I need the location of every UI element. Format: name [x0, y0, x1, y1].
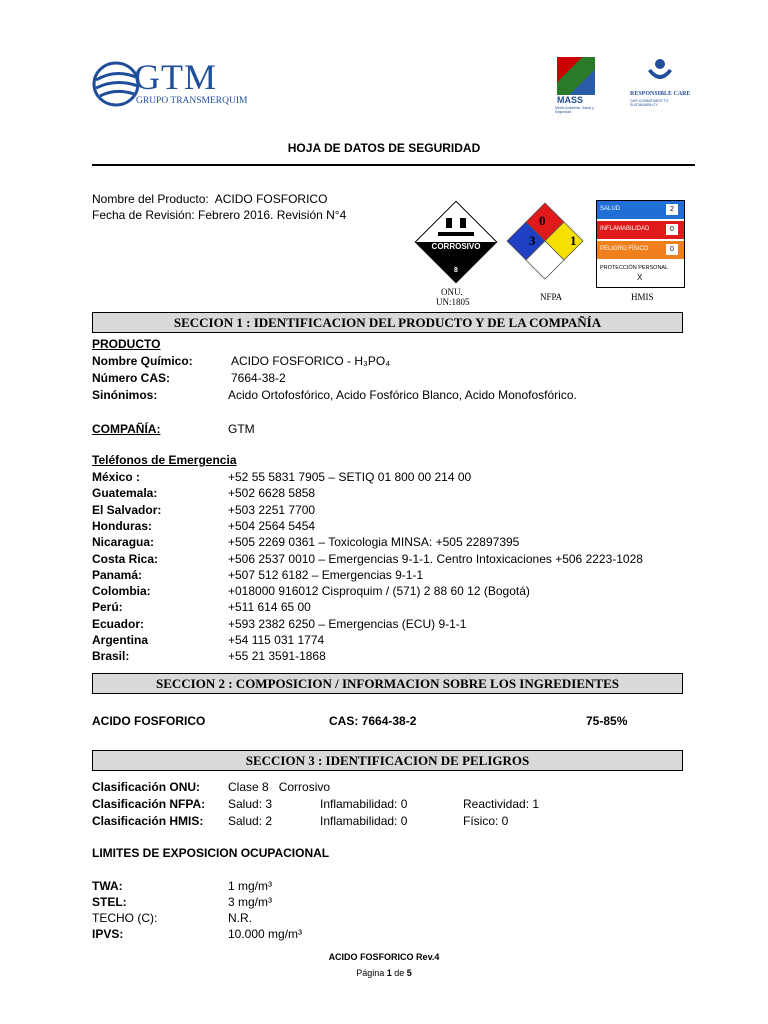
telefonos-heading: Teléfonos de Emergencia	[92, 453, 237, 467]
ingredient-cas: CAS: 7664-38-2	[329, 714, 417, 728]
phone-number: +593 2382 6250 – Emergencias (ECU) 9-1-1	[228, 616, 467, 631]
phone-number: +511 614 65 00	[228, 600, 311, 615]
nfpa-inflam: Inflamabilidad: 0	[320, 797, 408, 811]
hmis-label: HMIS	[631, 292, 654, 302]
un-label: UN:1805	[436, 297, 470, 307]
phone-country: Argentina	[92, 633, 149, 647]
phone-number: +504 2564 5454	[228, 518, 316, 533]
phone-number: +506 2537 0010 – Emergencias 9-1-1. Centro Intoxicaciones +506 2223-1028	[228, 551, 643, 566]
hmis-proteccion-label: PROTECCIÓN PERSONAL	[600, 265, 669, 271]
phone-country: Nicaragua:	[92, 535, 155, 550]
class-number: 8	[454, 267, 458, 274]
onu-label: ONU.	[441, 287, 463, 297]
phone-country: Honduras:	[92, 518, 152, 533]
section-1-header: SECCION 1 : IDENTIFICACION DEL PRODUCTO Y DE LA COMPAÑÍA	[92, 312, 683, 333]
mass-logo	[555, 55, 599, 117]
phone-country: Ecuador:	[92, 616, 145, 631]
product-line: Nombre del Producto: ACIDO FOSFORICO	[92, 192, 328, 206]
footer-pagina: Página	[356, 968, 385, 978]
techo-value: N.R.	[228, 911, 252, 925]
footer-page-num: 1	[386, 968, 392, 978]
nfpa-class-label: Clasificación NFPA:	[92, 797, 206, 811]
hmis-salud-value: 2	[666, 204, 678, 215]
onu-class-label: Clasificación ONU:	[92, 780, 201, 794]
ipvs-label: IPVS:	[92, 927, 124, 941]
section-2-header: SECCION 2 : COMPOSICION / INFORMACION SOBRE LOS INGREDIENTES	[92, 673, 683, 694]
nfpa-health: 3	[529, 233, 536, 248]
logo-subtitle: GRUPO TRANSMERQUIM	[136, 96, 248, 106]
mass-icon	[557, 57, 595, 95]
limites-heading: LIMITES DE EXPOSICION OCUPACIONAL	[92, 846, 330, 860]
ingredient-name: ACIDO FOSFORICO	[92, 714, 206, 728]
revision-line: Fecha de Revisión: Febrero 2016. Revisión N°4	[92, 208, 347, 222]
phone-country: Brasil:	[92, 649, 130, 664]
stel-value: 3 mg/m³	[228, 895, 273, 909]
logo-name: GTM	[134, 57, 217, 97]
rc-label: RESPONSIBLE CARE	[630, 91, 691, 97]
hmis-peligro	[597, 241, 684, 260]
nfpa-diamond	[506, 202, 584, 280]
hmis-inflam-label: INFLAMABILIDAD	[600, 226, 650, 232]
phone-country: Costa Rica:	[92, 551, 159, 566]
hmis-fisico-text: Físico: 0	[463, 814, 509, 828]
hmis-salud-label: SALUD	[600, 206, 621, 212]
phone-number: +502 6628 5858	[228, 486, 316, 501]
hmis-inflamabilidad	[597, 221, 684, 240]
hmis-salud	[597, 201, 684, 220]
phone-number: +507 512 6182 – Emergencias 9-1-1	[228, 567, 424, 582]
compania-value: GTM	[228, 422, 255, 436]
corrosive-diamond	[414, 200, 498, 284]
ipvs-value: 10.000 mg/m³	[228, 927, 303, 941]
hmis-proteccion-value: X	[637, 273, 643, 282]
phone-number: +52 55 5831 7905 – SETIQ 01 800 00 214 00	[228, 470, 472, 484]
nfpa-react: Reactividad: 1	[463, 797, 540, 811]
onu-class-value: Clase 8 Corrosivo	[228, 780, 331, 794]
nfpa-salud: Salud: 3	[228, 797, 273, 811]
corrosive-label: CORROSIVO	[431, 242, 481, 251]
twa-value: 1 mg/m³	[228, 879, 273, 893]
rc-subtitle: OUR COMMITMENT TO SUSTAINABILITY	[630, 99, 669, 107]
phone-number: +54 115 031 1774	[228, 633, 325, 647]
twa-label: TWA:	[92, 879, 123, 893]
sinonimos-value: Acido Ortofosfórico, Acido Fosfórico Blanco, Acido Monofosfórico.	[228, 388, 577, 402]
phone-number: +018000 916012 Cisproquim / (571) 2 88 60 12 (Bogotá)	[228, 584, 530, 599]
ingredient-percent: 75-85%	[586, 714, 628, 728]
footer-doc: ACIDO FOSFORICO Rev.4	[328, 952, 440, 962]
phone-country: México :	[92, 470, 141, 484]
phone-number: +503 2251 7700	[228, 502, 316, 517]
phone-country: Panamá:	[92, 567, 143, 582]
phone-country: Perú:	[92, 600, 123, 615]
hmis-salud-text: Salud: 2	[228, 814, 273, 828]
cas-label: Número CAS:	[92, 371, 171, 385]
title-divider	[92, 164, 695, 166]
footer-total: 5	[406, 968, 412, 978]
compania-label: COMPAÑÍA:	[92, 422, 161, 436]
footer-de: de	[394, 968, 405, 978]
hmis-peligro-value: 0	[666, 244, 678, 255]
nfpa-reactivity: 1	[570, 233, 577, 248]
cas-value: 7664-38-2	[231, 371, 286, 385]
hmis-inflam-text: Inflamabilidad: 0	[320, 814, 408, 828]
hmis-inflam-value: 0	[666, 224, 678, 235]
hmis-peligro-label: PELIGRO FÍSICO	[600, 246, 649, 252]
stel-label: STEL:	[92, 895, 127, 909]
hmis-proteccion	[597, 263, 684, 287]
nfpa-label: NFPA	[540, 292, 563, 302]
nombre-quimico-value: ACIDO FOSFORICO - H₃PO₄	[231, 354, 391, 368]
phone-country: Guatemala:	[92, 486, 158, 501]
responsible-care-icon	[645, 57, 675, 87]
responsible-care-logo	[625, 55, 697, 115]
phone-country: Colombia:	[92, 584, 151, 599]
nfpa-flammability: 0	[539, 213, 546, 228]
gtm-logo	[92, 58, 262, 110]
section-3-header: SECCION 3 : IDENTIFICACION DE PELIGROS	[92, 750, 683, 771]
document-title: HOJA DE DATOS DE SEGURIDAD	[287, 141, 481, 155]
techo-label: TECHO (C):	[92, 911, 158, 925]
sinonimos-label: Sinónimos:	[92, 388, 158, 402]
mass-label: MASS	[557, 95, 584, 105]
producto-heading: PRODUCTO	[92, 337, 161, 351]
phone-country: El Salvador:	[92, 502, 162, 517]
phone-number: +55 21 3591-1868	[228, 649, 326, 664]
hmis-class-label: Clasificación HMIS:	[92, 814, 204, 828]
nombre-quimico-label: Nombre Químico:	[92, 354, 193, 368]
phone-number: +505 2269 0361 – Toxicologia MINSA: +505 22897395	[228, 535, 520, 550]
footer-page	[0, 968, 768, 978]
mass-subtitle: Medio Ambiente, Salud y Seguridad	[555, 106, 594, 114]
